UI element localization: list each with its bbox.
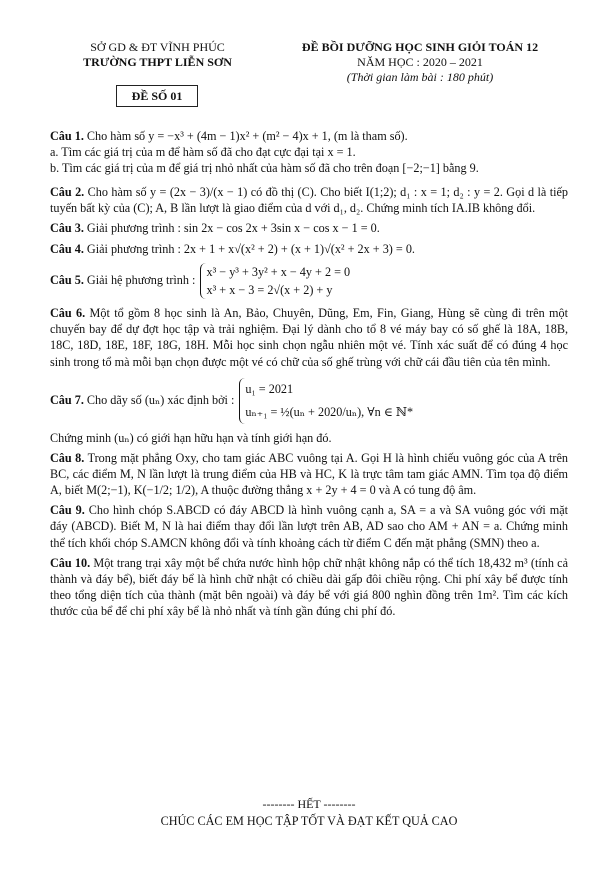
question-6 — [50, 305, 568, 369]
question-text: Cho hàm số y = (2x − 3)/(x − 1) có đồ thị (C). Cho biết I(1;2); d₁ : x = 1; d₂ : y = 2. Gọi d là tiếp tuyến bất kỳ của (C); A, B lần lượt là giao điểm của d với d₁, d₂. Chứng minh tích IA.IB không đổi. — [50, 185, 568, 216]
equation-system — [200, 263, 350, 300]
question-label: Câu 9. — [50, 503, 85, 518]
exam-duration: (Thời gian làm bài : 180 phút) — [346, 70, 494, 84]
question-text: Giải hệ phương trình : — [86, 272, 196, 287]
question-text: Giải phương trình : sin 2x − cos 2x + 3sin x − cos x − 1 = 0. — [86, 221, 380, 236]
question-label: Câu 2. — [50, 185, 85, 200]
equation-2: x³ + x − 3 = 2√(x + 2) + y — [206, 282, 333, 297]
exam-title: ĐỀ BỒI DƯỠNG HỌC SINH GIỎI TOÁN 12 — [301, 40, 539, 54]
question-4 — [50, 241, 568, 257]
question-5 — [50, 263, 568, 300]
question-7 — [50, 378, 568, 424]
questions-body — [50, 124, 568, 619]
question-label: Câu 7. — [50, 392, 84, 407]
question-label: Câu 3. — [50, 221, 84, 236]
question-3 — [50, 220, 568, 236]
question-text: Một trang trại xây một bể chứa nước hình hộp chữ nhật không nắp có thể tích 18,432 m³ (tính cả thành và đáy bể), biết đáy bể là hình chữ nhật có chiều dài gấp đôi chiều rộng. Chi phí xây bể được tính theo tổng diện tích của thành (mặt bên ngoài) và đáy bể với giá 800 nghìn đồng trên 1m². Tìm các kích thước của bể để chi phí xây bể là nhỏ nhất và tính gần đúng chi phí đó. — [50, 555, 568, 618]
question-text: Cho hàm số y = −x³ + (4m − 1)x² + (m² − 4)x + 1, (m là tham số). — [86, 129, 408, 143]
question-label: Câu 5. — [50, 272, 84, 287]
question-9 — [50, 502, 568, 550]
question-label: Câu 1. — [50, 129, 84, 143]
question-1-part-a: a. Tìm các giá trị của m để hàm số đã cho đạt cực đại tại x = 1. — [50, 145, 356, 160]
question-label: Câu 6. — [50, 306, 86, 321]
school-year: NĂM HỌC : 2020 – 2021 — [357, 55, 483, 69]
question-label: Câu 8. — [50, 451, 85, 466]
school-name: TRƯỜNG THPT LIỄN SƠN — [83, 55, 232, 69]
sequence-definition — [239, 378, 413, 424]
equation-1: x³ − y³ + 3y² + x − 4y + 2 = 0 — [206, 264, 351, 279]
sequence-recurrence: uₙ₊₁ = ½(uₙ + 2020/uₙ), ∀n ∈ ℕ* — [245, 404, 414, 419]
question-8 — [50, 450, 568, 498]
question-1-part-b: b. Tìm các giá trị của m để giá trị nhỏ nhất của hàm số đã cho trên đoạn [−2;−1] bằng 9. — [50, 161, 479, 176]
question-text: Giải phương trình : 2x + 1 + x√(x² + 2) + (x + 1)√(x² + 2x + 3) = 0. — [86, 241, 415, 256]
header-left — [50, 40, 265, 70]
question-label: Câu 10. — [50, 555, 91, 570]
question-2 — [50, 184, 568, 216]
question-7-text-2: Chứng minh (uₙ) có giới hạn hữu hạn và tính giới hạn đó. — [50, 430, 332, 445]
end-marker: -------- HẾT -------- — [262, 797, 356, 811]
question-text: Cho dãy số (uₙ) xác định bởi : — [86, 392, 235, 407]
closing-wish: CHÚC CÁC EM HỌC TẬP TỐT VÀ ĐẠT KẾT QUẢ CAO — [160, 814, 458, 828]
exam-code-box: ĐỀ SỐ 01 — [116, 85, 198, 107]
question-text: Trong mặt phẳng Oxy, cho tam giác ABC vuông tại A. Gọi H là hình chiếu vuông góc của A trên BC, các điểm M, N lần lượt là trung điểm của HB và HC, K là trực tâm tam giác AMN. Tìm tọa độ điểm A, biết M(2;−1), K(−1/2; 1/2), A thuộc đường thẳng x + 2y + 4 = 0 và A có tung độ âm. — [50, 451, 568, 498]
question-label: Câu 4. — [50, 241, 84, 256]
department-name: SỞ GD & ĐT VĨNH PHÚC — [90, 40, 225, 54]
header-right — [270, 40, 570, 85]
question-text: Cho hình chóp S.ABCD có đáy ABCD là hình vuông cạnh a, SA = a và SA vuông góc với mặt đáy (ABCD). Biết M, N là hai điểm thay đổi lần lượt trên AB, AD sao cho AM + AN = a. Chứng minh thể tích khối chóp S.AMCN không đổi và tính khoảng cách từ điểm C đến mặt phẳng (SMN) theo a. — [50, 503, 568, 550]
question-1 — [50, 128, 568, 144]
sequence-initial: u₁ = 2021 — [245, 381, 294, 396]
question-text: Một tổ gồm 8 học sinh là An, Bảo, Chuyên, Dũng, Em, Fin, Giang, Hùng sẽ cùng đi trên một chuyến bay để dự đợt học tập và trải nghiệm. Đại lý dành cho tổ 8 vé máy bay có số ghế là 18A, 18B, 18C, 18D, 18E, 18F, 18G, 18H. Mỗi học sinh chọn ngẫu nhiên một vé. Tính xác suất để có đúng 4 học sinh trong tổ mà mỗi bạn chọn được một vé có chữ của số ghế trùng với chữ cái đầu tiên của tên mình. — [50, 306, 568, 369]
question-10 — [50, 555, 568, 619]
